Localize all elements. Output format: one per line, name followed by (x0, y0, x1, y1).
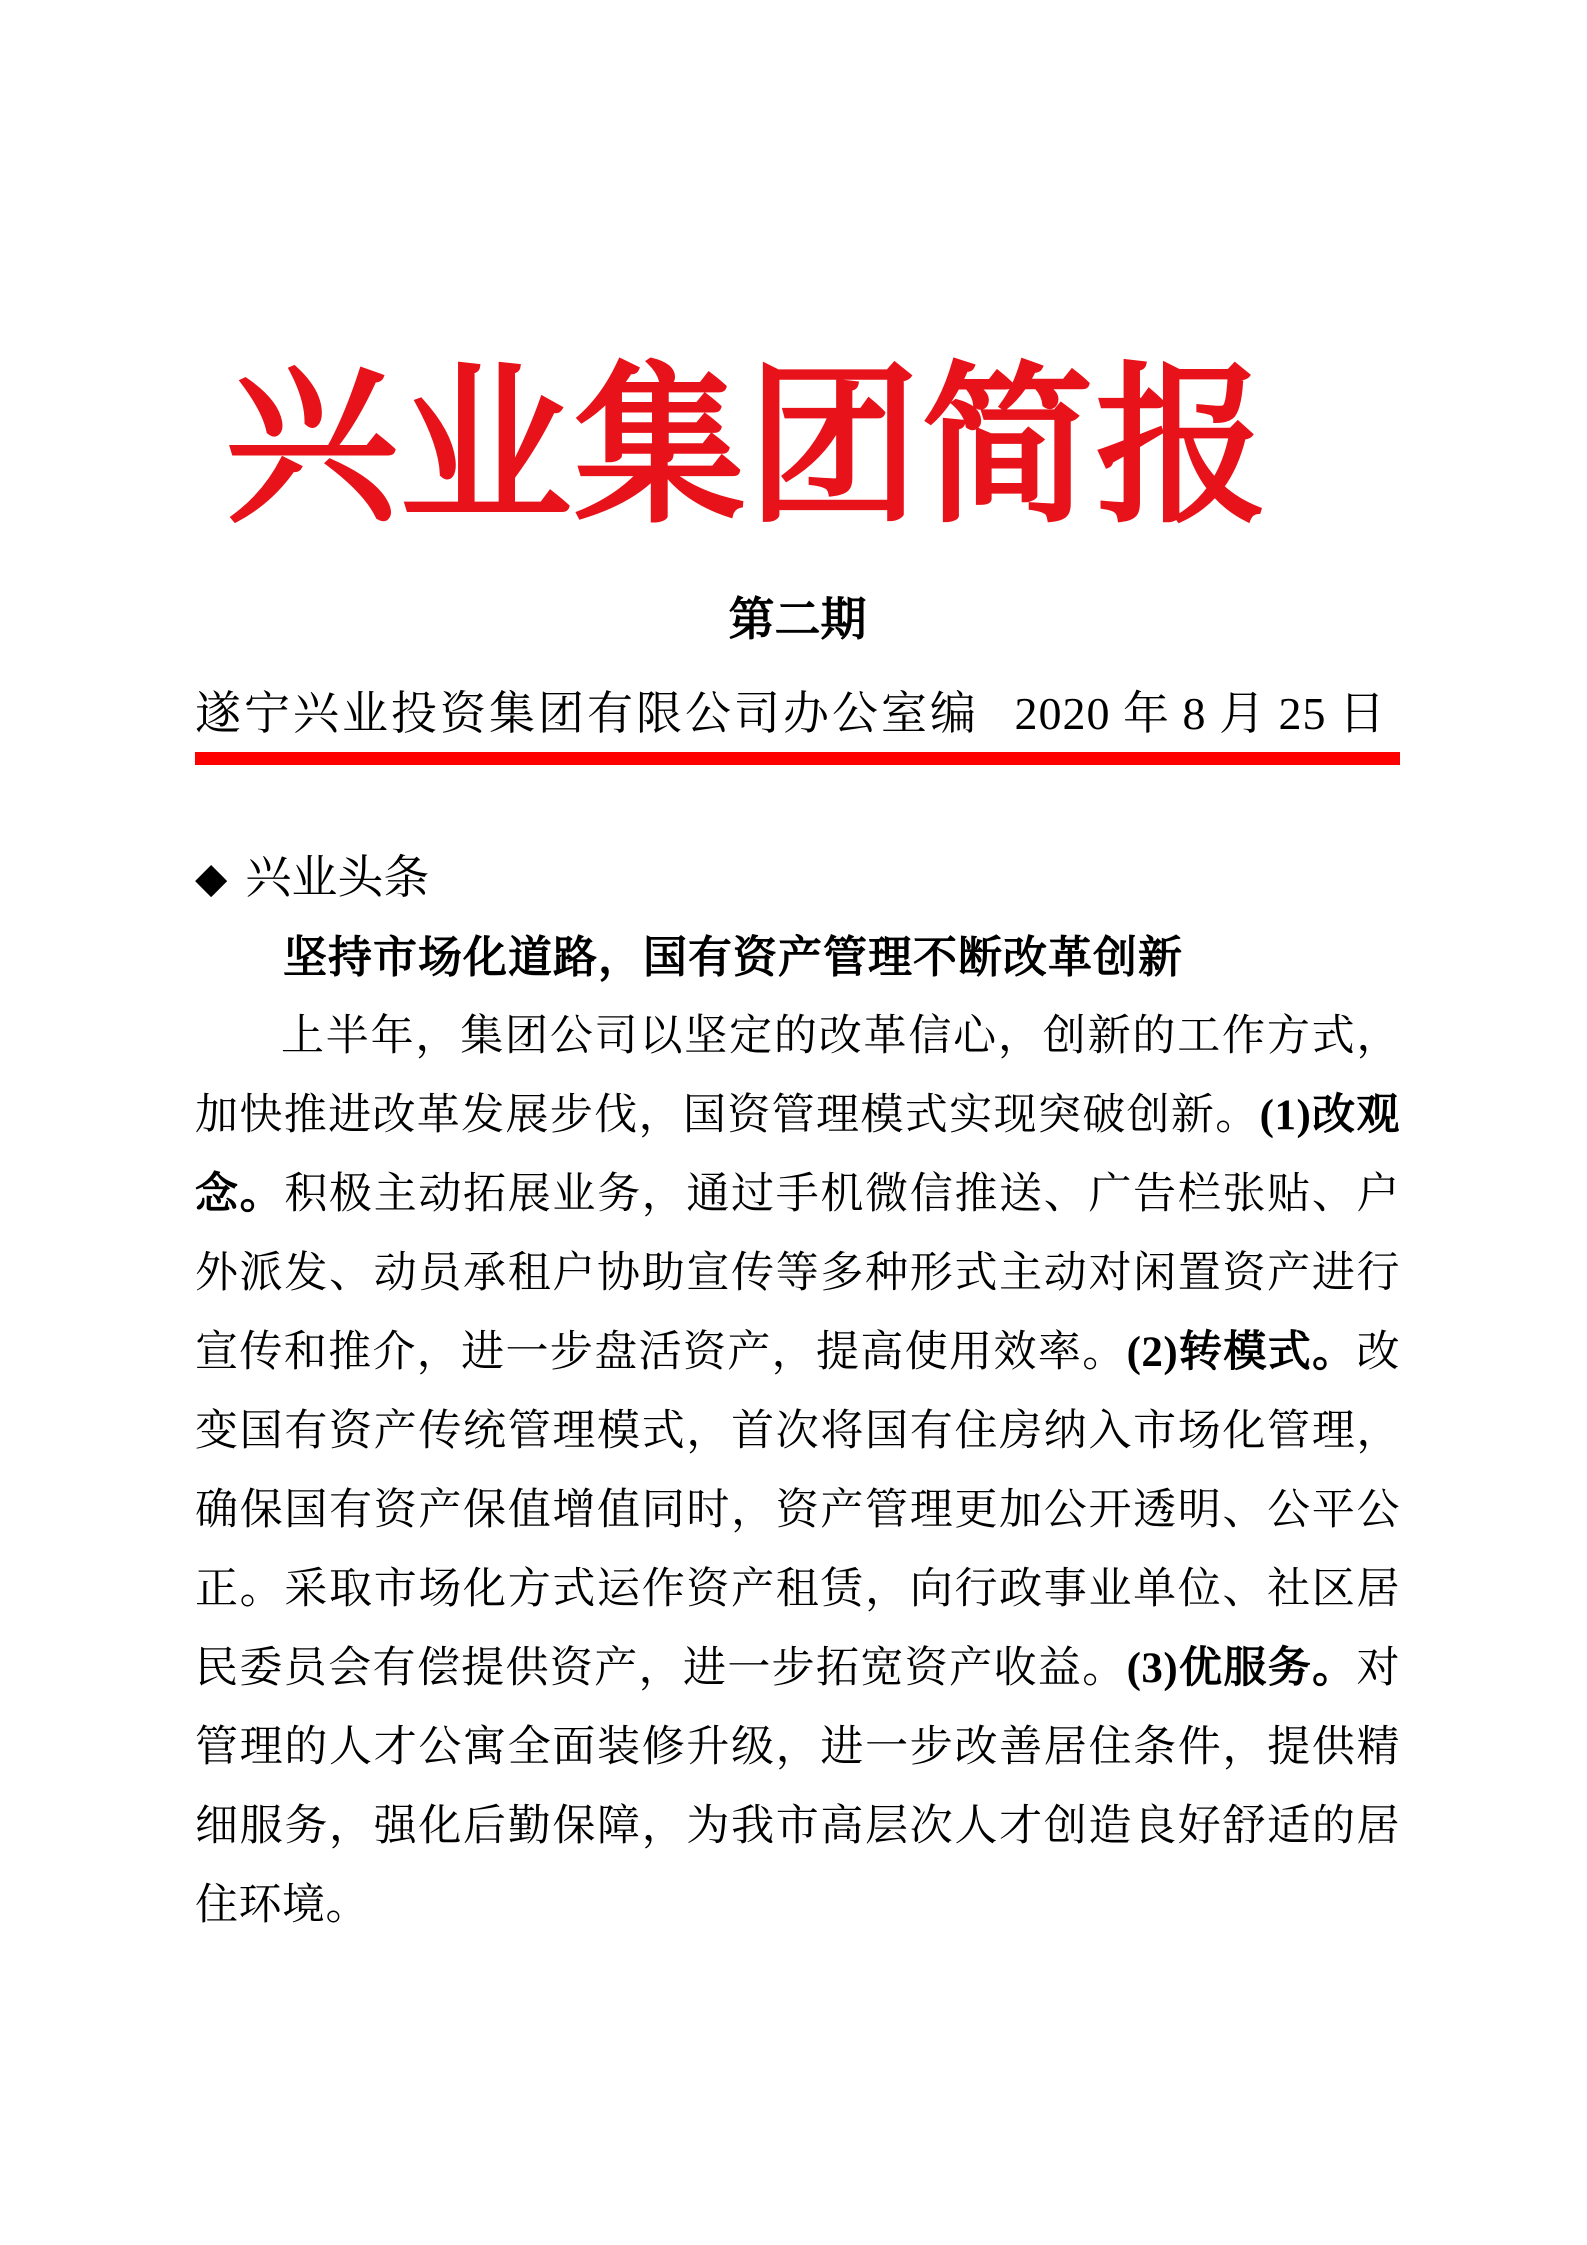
section-header (195, 851, 1400, 904)
paragraph-segment: 对管理的人才公寓全面装修升级，进一步改善居住条件，提供精细服务，强化后勤保障，为我市高层次人才创造良好舒适的居住环境。 (195, 1645, 1401, 1930)
paragraph-emphasis-segment: (2)转模式。 (1126, 1329, 1357, 1377)
article-paragraph (195, 997, 1400, 1945)
diamond-bullet-icon: ◆ (195, 853, 228, 901)
content-column (195, 350, 1400, 1945)
paragraph-emphasis-segment: (1)改观念。 (195, 1092, 1400, 1219)
issue-label: 第二期 (728, 592, 867, 645)
masthead-title: 兴业集团简报 (225, 354, 1270, 544)
red-divider-rule (195, 752, 1400, 765)
paragraph-segment: 上半年，集团公司以坚定的改革信心，创新的工作方式，加快推进改革发展步伐，国资管理模式实现突破创新。 (195, 1013, 1400, 1140)
paragraph-segment: 改变国有资产传统管理模式，首次将国有住房纳入市场化管理，确保国有资产保值增值同时，资产管理更加公开透明、公平公正。采取市场化方式运作资产租赁，向行政事业单位、社区居民委员会有偿提供资产，进一步拓宽资产收益。 (195, 1329, 1401, 1693)
section-header-label: 兴业头条 (245, 851, 430, 904)
paragraph-segment: 积极主动拓展业务，通过手机微信推送、广告栏张贴、户外派发、动员承租户协助宣传等多种形式主动对闲置资产进行宣传和推介，进一步盘活资产，提高使用效率。 (195, 1171, 1401, 1377)
editor-date-row (195, 685, 1400, 743)
editor-credit: 遂宁兴业投资集团有限公司办公室编 (195, 687, 979, 739)
article-title: 坚持市场化道路，国有资产管理不断改革创新 (283, 933, 1183, 983)
paragraph-emphasis-segment: (3)优服务。 (1126, 1645, 1357, 1693)
publication-date: 2020 年 8 月 25 日 (1014, 687, 1386, 739)
